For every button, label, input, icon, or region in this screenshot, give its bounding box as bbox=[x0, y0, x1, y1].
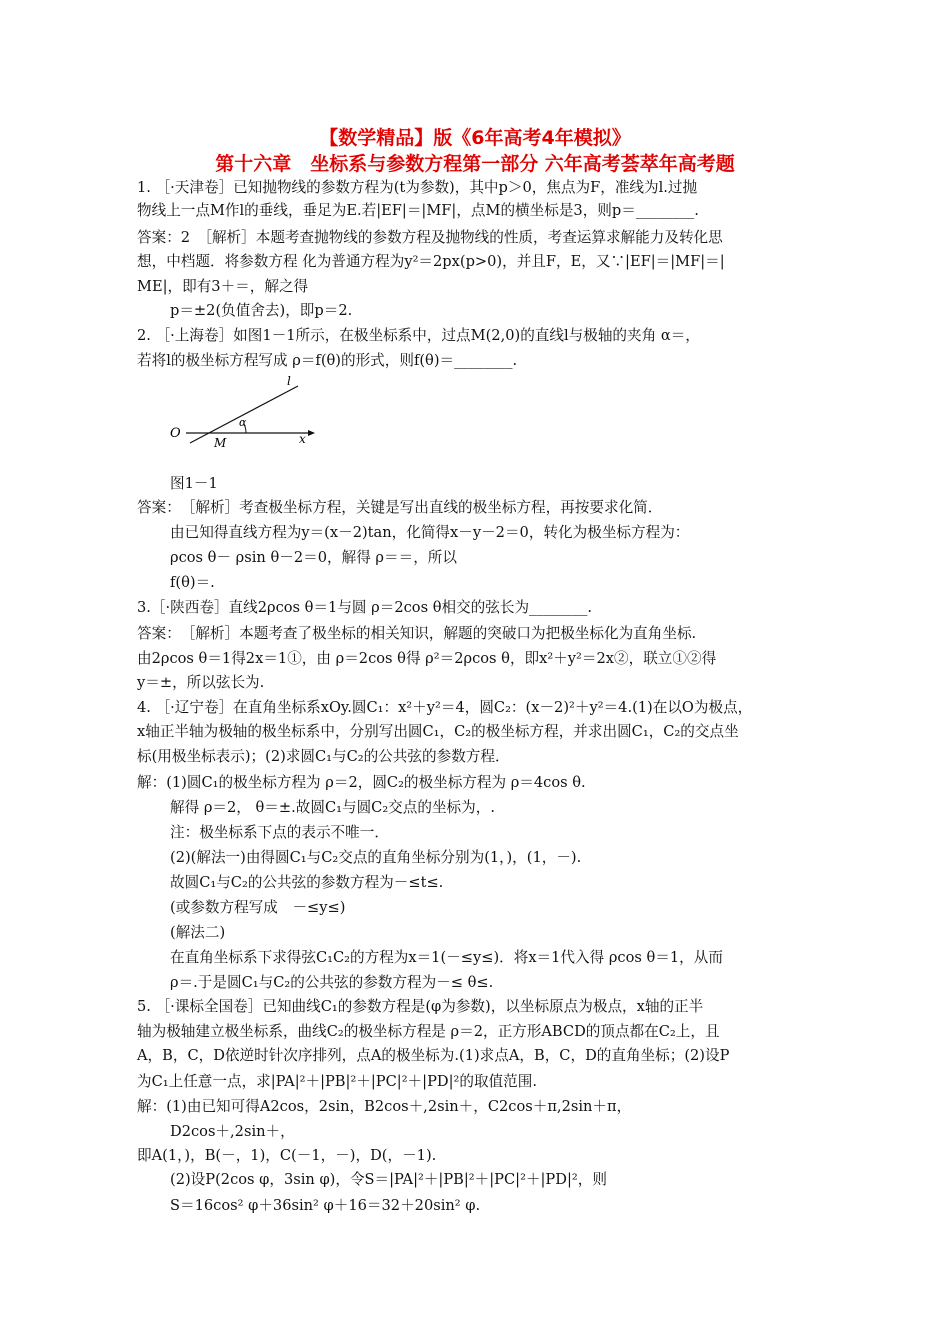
angle-alpha-label: α bbox=[239, 416, 247, 429]
text-line: 由2ρcos θ＝1得2x＝1①，由 ρ＝2cos θ得 ρ²＝2ρcos θ，即x²＋y²＝2x②，联立①②得 bbox=[137, 650, 717, 667]
line-l bbox=[190, 386, 298, 443]
text-line: 解：(1)由已知可得A2cos，2sin，B2cos＋,2sin＋，C2cos＋π,2sin＋π， bbox=[137, 1098, 632, 1115]
text-line: y＝±，所以弦长为. bbox=[137, 674, 265, 691]
point-m-label: M bbox=[214, 436, 227, 450]
axis-x-label: x bbox=[299, 432, 306, 446]
text-line: 想，中档题．将参数方程 化为普通方程为y²＝2px(p>0)，并且F，E，又∵|EF|＝|MF|＝| bbox=[137, 253, 725, 270]
text-line: 4. ［·辽宁卷］在直角坐标系xOy.圆C₁：x²＋y²＝4，圆C₂：(x－2)²＋y²＝4.(1)在以O为极点， bbox=[137, 699, 753, 716]
line-l-label: l bbox=[287, 374, 291, 388]
text-line: A，B，C，D依逆时针次序排列，点A的极坐标为.(1)求点A，B，C，D的直角坐标；(2)设P bbox=[137, 1047, 730, 1064]
text-line: 答案：2 ［解析］本题考查抛物线的参数方程及抛物线的性质，考查运算求解能力及转化思 bbox=[137, 229, 723, 246]
text-line: 解得 ρ＝2， θ＝±.故圆C₁与圆C₂交点的坐标为，. bbox=[170, 799, 495, 816]
text-line: S＝16cos² φ＋36sin² φ＋16＝32＋20sin² φ. bbox=[170, 1197, 481, 1214]
text-line: 轴为极轴建立极坐标系，曲线C₂的极坐标方程是 ρ＝2，正方形ABCD的顶点都在C₂上，且 bbox=[137, 1023, 720, 1040]
origin-label: O bbox=[170, 426, 181, 441]
text-line: 在直角坐标系下求得弦C₁C₂的方程为x＝1(－≤y≤)．将x＝1代入得 ρcos θ＝1，从而 bbox=[170, 949, 723, 966]
text-line: p＝±2(负值舍去)，即p＝2. bbox=[170, 302, 353, 319]
text-line: f(θ)＝. bbox=[170, 574, 215, 591]
text-line: ρcos θ－ ρsin θ－2＝0，解得 ρ＝＝，所以 bbox=[170, 549, 457, 566]
text-line: (解法二) bbox=[170, 924, 226, 941]
text-line: 3.［·陕西卷］直线2ρcos θ＝1与圆 ρ＝2cos θ相交的弦长为________. bbox=[137, 599, 593, 616]
text-line: 注：极坐标系下点的表示不唯一． bbox=[170, 824, 389, 841]
text-line: 答案： ［解析］考查极坐标方程，关键是写出直线的极坐标方程，再按要求化简． bbox=[137, 499, 663, 516]
text-line: 物线上一点M作l的垂线，垂足为E.若|EF|＝|MF|，点M的横坐标是3，则p＝________. bbox=[137, 202, 699, 219]
text-line: (2)设P(2cos φ，3sin φ)，令S＝|PA|²＋|PB|²＋|PC|²＋|PD|²，则 bbox=[170, 1171, 607, 1188]
text-line: 2. ［·上海卷］如图1－1所示，在极坐标系中，过点M(2,0)的直线l与极轴的夹角 α＝， bbox=[137, 327, 700, 344]
text-line: 故圆C₁与C₂的公共弦的参数方程为－≤t≤. bbox=[170, 874, 444, 891]
polar-line-figure bbox=[168, 372, 318, 450]
text-line: 标(用极坐标表示)；(2)求圆C₁与C₂的公共弦的参数方程． bbox=[137, 748, 510, 765]
text-line: x轴正半轴为极轴的极坐标系中，分别写出圆C₁，C₂的极坐标方程，并求出圆C₁，C₂的交点坐 bbox=[137, 723, 739, 740]
text-line: D2cos＋,2sin＋， bbox=[170, 1123, 295, 1140]
axis-arrow-icon bbox=[308, 430, 315, 436]
text-line: 解：(1)圆C₁的极坐标方程为 ρ＝2，圆C₂的极坐标方程为 ρ＝4cos θ. bbox=[137, 774, 586, 791]
text-line: 1. ［·天津卷］已知抛物线的参数方程为(t为参数)，其中p＞0，焦点为F，准线为l.过抛 bbox=[137, 179, 698, 196]
document-title: 【数学精品】版《6年高考4年模拟》 bbox=[319, 127, 631, 149]
text-line: 5. ［·课标全国卷］已知曲线C₁的参数方程是(φ为参数)，以坐标原点为极点，x轴的正半 bbox=[137, 998, 704, 1015]
text-line: 答案： ［解析］本题考查了极坐标的相关知识，解题的突破口为把极坐标化为直角坐标. bbox=[137, 625, 697, 642]
text-line: (或参数方程写成 －≤y≤) bbox=[170, 899, 346, 916]
text-line: 即A(1，)，B(－，1)，C(－1，－)，D(，－1). bbox=[137, 1147, 437, 1164]
text-line: ρ＝.于是圆C₁与C₂的公共弦的参数方程为－≤ θ≤. bbox=[170, 974, 494, 991]
text-line: 若将l的极坐标方程写成 ρ＝f(θ)的形式，则f(θ)＝________. bbox=[137, 352, 518, 369]
chapter-title: 第十六章 坐标系与参数方程第一部分 六年高考荟萃年高考题 bbox=[215, 153, 735, 175]
text-line: (2)(解法一)由得圆C₁与C₂交点的直角坐标分别为(1，)，(1，－). bbox=[170, 849, 582, 866]
text-line: 由已知得直线方程为y＝(x－2)tan，化简得x－y－2＝0，转化为极坐标方程为： bbox=[170, 524, 690, 541]
figure-caption: 图1－1 bbox=[170, 475, 218, 492]
text-line: ME|，即有3＋＝，解之得 bbox=[137, 278, 309, 295]
text-line: 为C₁上任意一点，求|PA|²＋|PB|²＋|PC|²＋|PD|²的取值范围. bbox=[137, 1073, 537, 1090]
